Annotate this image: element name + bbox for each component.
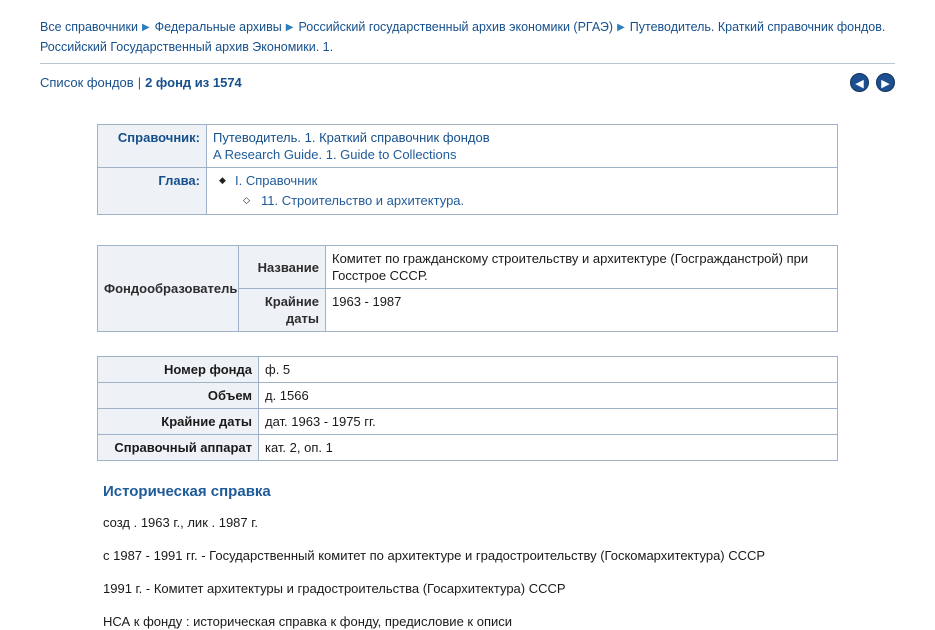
chapter-list (213, 172, 831, 210)
chevron-right-icon: ▶ (285, 22, 294, 33)
history-paragraph: с 1987 - 1991 гг. - Государственный комитет по архитектуре и градостроительству (Госкомархитектура) СССР (103, 548, 766, 563)
guide-label: Справочник: (98, 125, 207, 168)
founder-stub-label: Фондообразователь (98, 246, 239, 332)
finding-aids-label: Справочный аппарат (98, 435, 259, 461)
history-paragraph: созд . 1963 г., лик . 1987 г. (103, 515, 259, 530)
fund-number-label: Номер фонда (98, 357, 259, 383)
chevron-right-icon: ▶ (141, 22, 150, 33)
list-item (213, 172, 831, 190)
chapter-value (207, 168, 838, 215)
guide-title-link[interactable]: Путеводитель. 1. Краткий справочник фондов (213, 130, 490, 145)
fund-properties-table (97, 356, 838, 461)
founder-dates-value: 1963 - 1987 (326, 289, 838, 332)
chapter-level2-link[interactable]: 11. Строительство и архитектура. (261, 193, 465, 208)
chapter-label: Глава: (98, 168, 207, 215)
guide-section (40, 124, 895, 215)
list-item (213, 192, 831, 210)
fund-volume-label: Объем (98, 383, 259, 409)
history-paragraph: 1991 г. - Комитет архитектуры и градостроительства (Госархитектура) СССР (103, 581, 566, 596)
previous-record-icon[interactable]: ◀ (850, 73, 869, 92)
table-row (98, 383, 838, 409)
finding-aids-value: кат. 2, оп. 1 (259, 435, 838, 461)
subheader-separator: | (137, 75, 142, 90)
breadcrumb-item-all-guides[interactable]: Все справочники (40, 20, 138, 34)
fund-volume-value: д. 1566 (259, 383, 838, 409)
guide-title-english: A Research Guide. 1. Guide to Collections (213, 147, 457, 162)
fund-number-value: ф. 5 (259, 357, 838, 383)
table-row (98, 246, 838, 289)
fund-list-status (40, 75, 242, 90)
table-row (98, 409, 838, 435)
guide-value (207, 125, 838, 168)
breadcrumb-item-rgae[interactable]: Российский государственный архив экономики (РГАЭ) (298, 20, 614, 34)
guide-table (97, 124, 838, 215)
founder-section (40, 245, 895, 332)
record-navigation (850, 73, 895, 92)
founder-name-label: Название (239, 246, 326, 289)
history-section (97, 483, 838, 630)
fund-list-link[interactable]: Список фондов (40, 75, 134, 90)
next-record-icon[interactable]: ▶ (876, 73, 895, 92)
table-row (98, 357, 838, 383)
founder-name-value: Комитет по гражданскому строительству и архитектуре (Госгражданстрой) при Госстрое СССР. (326, 246, 838, 289)
chapter-level1-link[interactable]: I. Справочник (235, 173, 318, 188)
history-paragraph: НСА к фонду : историческая справка к фонду, предисловие к описи (103, 614, 513, 629)
history-title: Историческая справка (103, 483, 271, 500)
fund-dates-label: Крайние даты (98, 409, 259, 435)
breadcrumb-item-current: Путеводитель. Краткий справочник фондов. Российский Государственный архив Экономики. 1. (40, 20, 886, 54)
chevron-right-icon: ▶ (617, 22, 625, 33)
table-row (98, 168, 838, 215)
fund-properties-section (40, 356, 895, 461)
table-row (98, 125, 838, 168)
fund-position-counter: 2 фонд из 1574 (145, 75, 242, 90)
founder-table (97, 245, 838, 332)
table-row (98, 435, 838, 461)
fund-dates-value: дат. 1963 - 1975 гг. (259, 409, 838, 435)
breadcrumb-item-federal-archives[interactable]: Федеральные архивы (154, 20, 282, 34)
founder-dates-label: Крайние даты (239, 289, 326, 332)
breadcrumb (40, 18, 895, 61)
subheader (40, 64, 895, 96)
